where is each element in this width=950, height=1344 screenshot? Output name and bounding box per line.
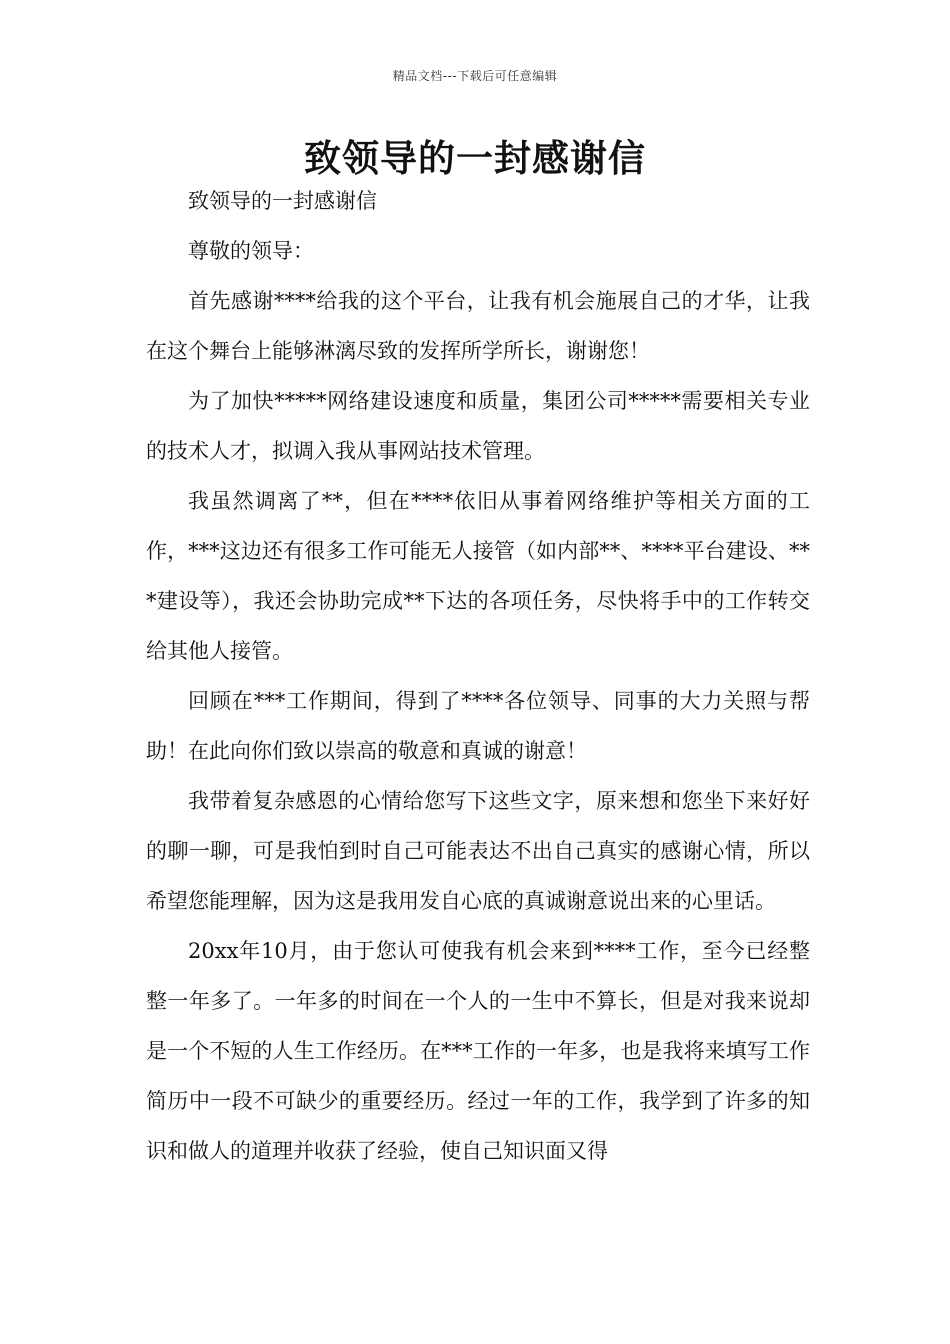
paragraph: 我带着复杂感恩的心情给您写下这些文字，原来想和您坐下来好好的聊一聊，可是我怕到时自己可能表达不出自己真实的感谢心情，所以希望您能理解，因为这是我用发自心底的真诚谢意说出来的心里话。 — [146, 789, 810, 913]
document-title: 致领导的一封感谢信 — [304, 137, 646, 180]
page-header: 精品文档---下载后可任意编辑 — [392, 69, 558, 83]
paragraph-subtitle: 致领导的一封感谢信 — [188, 189, 377, 213]
document-body — [146, 176, 810, 1176]
paragraph: 我虽然调离了**，但在****依旧从事着网络维护等相关方面的工作，***这边还有很多工作可能无人接管（如内部**、****平台建设、***建设等），我还会协助完成**下达的各项任务，尽快将手中的工作转交给其他人接管。 — [146, 489, 810, 663]
paragraph-salutation: 尊敬的领导： — [188, 239, 314, 263]
paragraph: 20xx年10月，由于您认可使我有机会来到****工作，至今已经整整一年多了。一年多的时间在一个人的一生中不算长，但是对我来说却是一个不短的人生工作经历。在***工作的一年多，也是我将来填写工作简历中一段不可缺少的重要经历。经过一年的工作，我学到了许多的知识和做人的道理并收获了经验，使自己知识面又得 — [146, 939, 810, 1163]
paragraph: 回顾在***工作期间，得到了****各位领导、同事的大力关照与帮助！在此向你们致以崇高的敬意和真诚的谢意！ — [146, 689, 810, 763]
paragraph: 为了加快*****网络建设速度和质量，集团公司*****需要相关专业的技术人才，拟调入我从事网站技术管理。 — [146, 389, 810, 463]
paragraph: 首先感谢****给我的这个平台，让我有机会施展自己的才华，让我在这个舞台上能够淋漓尽致的发挥所学所长，谢谢您！ — [146, 289, 810, 363]
